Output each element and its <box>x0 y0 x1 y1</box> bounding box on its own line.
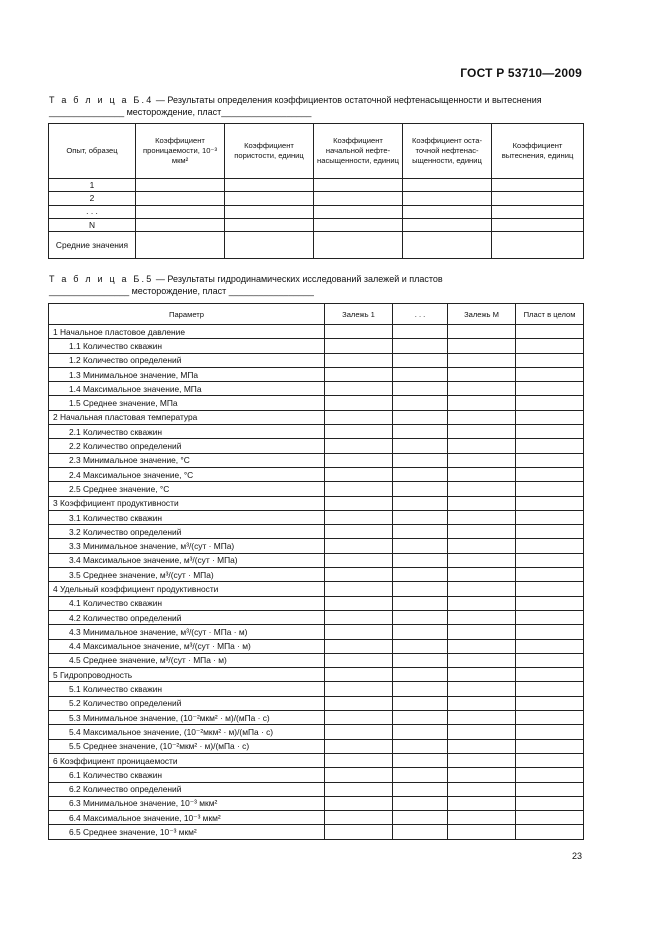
table-cell <box>325 811 393 825</box>
table5-col-header: Залежь М <box>448 304 516 325</box>
table-row <box>49 753 584 767</box>
table-cell <box>393 467 448 481</box>
table-cell <box>393 625 448 639</box>
parameter-cell: 3.3 Минимальное значение, м³/(сут · МПа) <box>49 539 325 553</box>
parameter-cell: 6.1 Количество скважин <box>49 768 325 782</box>
parameter-cell: 1.1 Количество скважин <box>49 339 325 353</box>
parameter-cell: 3.2 Количество определений <box>49 525 325 539</box>
table-cell <box>325 439 393 453</box>
table-cell <box>325 668 393 682</box>
table-cell <box>314 179 403 192</box>
table4-col-header: Коэффициент пористости, единиц <box>225 124 314 179</box>
table-row <box>49 325 584 339</box>
table-row <box>49 582 584 596</box>
table-cell <box>448 768 516 782</box>
table-cell <box>516 639 584 653</box>
table-cell <box>516 739 584 753</box>
table-cell <box>325 382 393 396</box>
table5 <box>48 303 584 840</box>
table-cell <box>403 179 492 192</box>
table-cell <box>325 525 393 539</box>
table-cell <box>314 192 403 205</box>
table-cell <box>448 682 516 696</box>
table-cell <box>516 525 584 539</box>
table-cell-label: 2 <box>49 192 136 205</box>
table-cell <box>516 410 584 424</box>
table-row <box>49 218 584 231</box>
table-row <box>49 510 584 524</box>
table-cell <box>448 825 516 839</box>
table-cell <box>403 218 492 231</box>
table-cell <box>516 382 584 396</box>
document-code: ГОСТ Р 53710—2009 <box>460 66 582 80</box>
table-cell <box>225 205 314 218</box>
table5-header-row <box>49 304 584 325</box>
table-cell <box>516 425 584 439</box>
table-row <box>49 232 584 259</box>
parameter-cell: 3.1 Количество скважин <box>49 510 325 524</box>
table-cell <box>448 453 516 467</box>
table-cell <box>516 453 584 467</box>
table-cell <box>516 353 584 367</box>
table-cell <box>136 205 225 218</box>
table-cell-label: N <box>49 218 136 231</box>
table-cell <box>448 796 516 810</box>
table-cell <box>393 711 448 725</box>
table-cell <box>325 768 393 782</box>
table-cell <box>393 668 448 682</box>
table-cell <box>393 482 448 496</box>
table4-col-header: Коэффициент оста-точной нефтенас-ыщенности, единиц <box>403 124 492 179</box>
parameter-cell: 6.2 Количество определений <box>49 782 325 796</box>
table5-col-header: Параметр <box>49 304 325 325</box>
table5-caption <box>49 274 443 285</box>
parameter-cell: 1.3 Минимальное значение, МПа <box>49 367 325 381</box>
table-cell <box>393 739 448 753</box>
table-cell <box>325 467 393 481</box>
table-row <box>49 668 584 682</box>
table-cell <box>325 325 393 339</box>
table-row <box>49 625 584 639</box>
table-cell <box>325 553 393 567</box>
parameter-cell: 5 Гидропроводность <box>49 668 325 682</box>
table-cell <box>448 753 516 767</box>
table-row <box>49 568 584 582</box>
table-cell <box>393 753 448 767</box>
table-cell <box>325 582 393 596</box>
table-cell <box>516 339 584 353</box>
table4-label: Т а б л и ц а Б.4 <box>49 95 154 105</box>
table-cell <box>448 382 516 396</box>
table-row <box>49 339 584 353</box>
table-cell <box>492 179 584 192</box>
table-cell <box>225 179 314 192</box>
table-cell <box>393 410 448 424</box>
table-cell <box>393 610 448 624</box>
table-row <box>49 696 584 710</box>
parameter-cell: 2 Начальная пластовая температура <box>49 410 325 424</box>
table-cell <box>393 425 448 439</box>
table-cell <box>448 367 516 381</box>
table4-col-header: Коэффициент вытеснения, единиц <box>492 124 584 179</box>
table-cell <box>448 467 516 481</box>
table-row <box>49 596 584 610</box>
page-number: 23 <box>571 851 582 861</box>
table4-subtitle: _______________ месторождение, пласт__________________ <box>49 107 312 117</box>
table-cell <box>448 668 516 682</box>
table-cell <box>516 811 584 825</box>
table-cell <box>136 192 225 205</box>
parameter-cell: 4 Удельный коэффициент продуктивности <box>49 582 325 596</box>
table-row <box>49 653 584 667</box>
table-cell <box>325 782 393 796</box>
table-row <box>49 496 584 510</box>
table-cell <box>325 539 393 553</box>
table-cell <box>448 510 516 524</box>
table-cell <box>325 396 393 410</box>
table-cell <box>403 205 492 218</box>
parameter-cell: 2.1 Количество скважин <box>49 425 325 439</box>
table-cell <box>325 696 393 710</box>
table-cell <box>393 382 448 396</box>
parameter-cell: 3 Коэффициент продуктивности <box>49 496 325 510</box>
table-cell <box>314 218 403 231</box>
table-cell <box>448 811 516 825</box>
table-cell <box>393 653 448 667</box>
table-row <box>49 192 584 205</box>
table-cell <box>325 339 393 353</box>
table-cell <box>448 653 516 667</box>
table-cell <box>393 682 448 696</box>
table-cell <box>393 496 448 510</box>
parameter-cell: 5.1 Количество скважин <box>49 682 325 696</box>
table-cell <box>448 625 516 639</box>
table-cell <box>516 467 584 481</box>
table4-caption <box>49 95 542 106</box>
table-cell <box>393 825 448 839</box>
table-row <box>49 768 584 782</box>
table-row <box>49 382 584 396</box>
table-cell <box>448 525 516 539</box>
table-cell <box>325 753 393 767</box>
table-row <box>49 525 584 539</box>
table-cell <box>516 510 584 524</box>
parameter-cell: 1.4 Максимальное значение, МПа <box>49 382 325 396</box>
table-cell <box>393 796 448 810</box>
parameter-cell: 3.5 Среднее значение, м³/(сут · МПа) <box>49 568 325 582</box>
table-cell <box>516 711 584 725</box>
table4-title: — Результаты определения коэффициентов остаточной нефтенасыщенности и вытеснения <box>153 95 542 105</box>
table-cell <box>516 610 584 624</box>
table-cell <box>325 482 393 496</box>
table-cell <box>314 205 403 218</box>
parameter-cell: 2.4 Максимальное значение, °С <box>49 467 325 481</box>
table-cell <box>393 396 448 410</box>
parameter-cell: 2.2 Количество определений <box>49 439 325 453</box>
table-cell <box>516 653 584 667</box>
table-cell <box>448 410 516 424</box>
table-cell <box>325 653 393 667</box>
table-cell <box>225 232 314 259</box>
table-cell <box>325 496 393 510</box>
table-cell <box>516 668 584 682</box>
table-cell <box>393 353 448 367</box>
table-cell <box>393 539 448 553</box>
table-cell <box>325 625 393 639</box>
table-cell <box>136 218 225 231</box>
table-row <box>49 553 584 567</box>
table-cell <box>136 179 225 192</box>
table-cell <box>448 610 516 624</box>
table-row <box>49 367 584 381</box>
table-cell <box>393 639 448 653</box>
table-row <box>49 439 584 453</box>
parameter-cell: 5.2 Количество определений <box>49 696 325 710</box>
parameter-cell: 2.3 Минимальное значение, °С <box>49 453 325 467</box>
parameter-cell: 1.2 Количество определений <box>49 353 325 367</box>
table-row <box>49 796 584 810</box>
table-cell <box>448 353 516 367</box>
table5-title: — Результаты гидродинамических исследований залежей и пластов <box>153 274 443 284</box>
parameter-cell: 4.5 Среднее значение, м³/(сут · МПа · м) <box>49 653 325 667</box>
table-cell <box>393 696 448 710</box>
table-row <box>49 610 584 624</box>
table-cell <box>448 696 516 710</box>
table-cell <box>516 825 584 839</box>
parameter-cell: 6 Коэффициент проницаемости <box>49 753 325 767</box>
table-cell <box>393 367 448 381</box>
parameter-cell: 4.4 Максимальное значение, м³/(сут · МПа · м) <box>49 639 325 653</box>
table-cell <box>516 725 584 739</box>
table5-col-header: Пласт в целом <box>516 304 584 325</box>
table-cell <box>393 339 448 353</box>
parameter-cell: 5.3 Минимальное значение, (10⁻²мкм² · м)/(мПа · с) <box>49 711 325 725</box>
table-cell <box>516 367 584 381</box>
parameter-cell: 3.4 Максимальное значение, м³/(сут · МПа) <box>49 553 325 567</box>
table-cell <box>492 218 584 231</box>
table-cell <box>516 696 584 710</box>
table-cell <box>516 753 584 767</box>
table-cell <box>325 367 393 381</box>
table-cell <box>393 811 448 825</box>
table-cell <box>448 325 516 339</box>
parameter-cell: 4.3 Минимальное значение, м³/(сут · МПа · м) <box>49 625 325 639</box>
table-cell <box>448 596 516 610</box>
table-row <box>49 205 584 218</box>
table-row <box>49 410 584 424</box>
table-cell <box>325 425 393 439</box>
table-cell <box>325 739 393 753</box>
parameter-cell: 1.5 Среднее значение, МПа <box>49 396 325 410</box>
table-cell <box>448 639 516 653</box>
table-cell <box>516 439 584 453</box>
table-cell <box>516 539 584 553</box>
table-cell <box>516 496 584 510</box>
table4-header-row <box>49 124 584 179</box>
table-cell <box>325 353 393 367</box>
table5-col-header: Залежь 1 <box>325 304 393 325</box>
table-cell <box>516 568 584 582</box>
table-cell-label: 1 <box>49 179 136 192</box>
table-cell <box>492 232 584 259</box>
table-cell <box>448 782 516 796</box>
table-cell <box>325 596 393 610</box>
table-cell <box>448 339 516 353</box>
parameter-cell: 5.5 Среднее значение, (10⁻²мкм² · м)/(мПа · с) <box>49 739 325 753</box>
table4-col-header: Опыт, образец <box>49 124 136 179</box>
table-cell <box>448 539 516 553</box>
table-cell <box>393 768 448 782</box>
table-cell <box>325 568 393 582</box>
table-cell <box>325 610 393 624</box>
table-row <box>49 825 584 839</box>
table-cell <box>448 582 516 596</box>
table-cell <box>325 682 393 696</box>
table-cell <box>393 582 448 596</box>
table-row <box>49 179 584 192</box>
table-row <box>49 682 584 696</box>
table-cell <box>393 782 448 796</box>
table-cell <box>325 510 393 524</box>
table-cell <box>448 725 516 739</box>
table-cell <box>516 682 584 696</box>
table-cell <box>448 396 516 410</box>
table-cell <box>393 725 448 739</box>
table-cell <box>393 596 448 610</box>
parameter-cell: 2.5 Среднее значение, °С <box>49 482 325 496</box>
table-cell <box>225 192 314 205</box>
table-cell <box>448 482 516 496</box>
table-cell <box>325 639 393 653</box>
parameter-cell: 6.3 Минимальное значение, 10⁻³ мкм² <box>49 796 325 810</box>
table-cell <box>516 482 584 496</box>
table-cell <box>393 553 448 567</box>
table-cell <box>516 553 584 567</box>
table-cell <box>516 582 584 596</box>
table-row <box>49 782 584 796</box>
table-cell <box>448 553 516 567</box>
table-row <box>49 425 584 439</box>
table-cell <box>448 711 516 725</box>
table-cell <box>325 711 393 725</box>
table-cell <box>516 782 584 796</box>
table-cell <box>393 439 448 453</box>
parameter-cell: 4.2 Количество определений <box>49 610 325 624</box>
table-cell <box>516 625 584 639</box>
table-cell <box>448 739 516 753</box>
table-cell <box>516 796 584 810</box>
table-cell <box>448 496 516 510</box>
table-row <box>49 739 584 753</box>
table-row <box>49 725 584 739</box>
table-cell <box>325 410 393 424</box>
table-cell-label: . . . <box>49 205 136 218</box>
table-cell <box>492 192 584 205</box>
parameter-cell: 6.5 Среднее значение, 10⁻³ мкм² <box>49 825 325 839</box>
table-cell <box>448 425 516 439</box>
table-cell <box>225 218 314 231</box>
table-row <box>49 539 584 553</box>
table-row <box>49 482 584 496</box>
table-cell <box>403 192 492 205</box>
table5-subtitle: ________________ месторождение, пласт _________________ <box>49 286 314 296</box>
table-cell <box>516 325 584 339</box>
table-row <box>49 639 584 653</box>
table-cell <box>325 796 393 810</box>
table-row <box>49 353 584 367</box>
table-cell <box>448 439 516 453</box>
table-row <box>49 453 584 467</box>
table-cell <box>325 825 393 839</box>
parameter-cell: 1 Начальное пластовое давление <box>49 325 325 339</box>
table-cell-label: Средние значения <box>49 232 136 259</box>
table-cell <box>325 453 393 467</box>
table-cell <box>393 525 448 539</box>
parameter-cell: 6.4 Максимальное значение, 10⁻³ мкм² <box>49 811 325 825</box>
table-row <box>49 811 584 825</box>
table4-col-header: Коэффициент проницаемости, 10⁻³ мкм² <box>136 124 225 179</box>
table-cell <box>393 568 448 582</box>
table-cell <box>393 325 448 339</box>
table-cell <box>136 232 225 259</box>
table4-col-header: Коэффициент начальной нефте-насыщенности, единиц <box>314 124 403 179</box>
table-cell <box>314 232 403 259</box>
table-cell <box>448 568 516 582</box>
parameter-cell: 4.1 Количество скважин <box>49 596 325 610</box>
table-cell <box>393 510 448 524</box>
table-cell <box>516 596 584 610</box>
table-cell <box>393 453 448 467</box>
table-cell <box>403 232 492 259</box>
parameter-cell: 5.4 Максимальное значение, (10⁻²мкм² · м)/(мПа · с) <box>49 725 325 739</box>
table-row <box>49 711 584 725</box>
table-row <box>49 396 584 410</box>
table-cell <box>492 205 584 218</box>
table4 <box>48 123 584 259</box>
table-row <box>49 467 584 481</box>
table5-col-header: . . . <box>393 304 448 325</box>
table-cell <box>516 768 584 782</box>
table5-label: Т а б л и ц а Б.5 <box>49 274 154 284</box>
table-cell <box>516 396 584 410</box>
table-cell <box>325 725 393 739</box>
